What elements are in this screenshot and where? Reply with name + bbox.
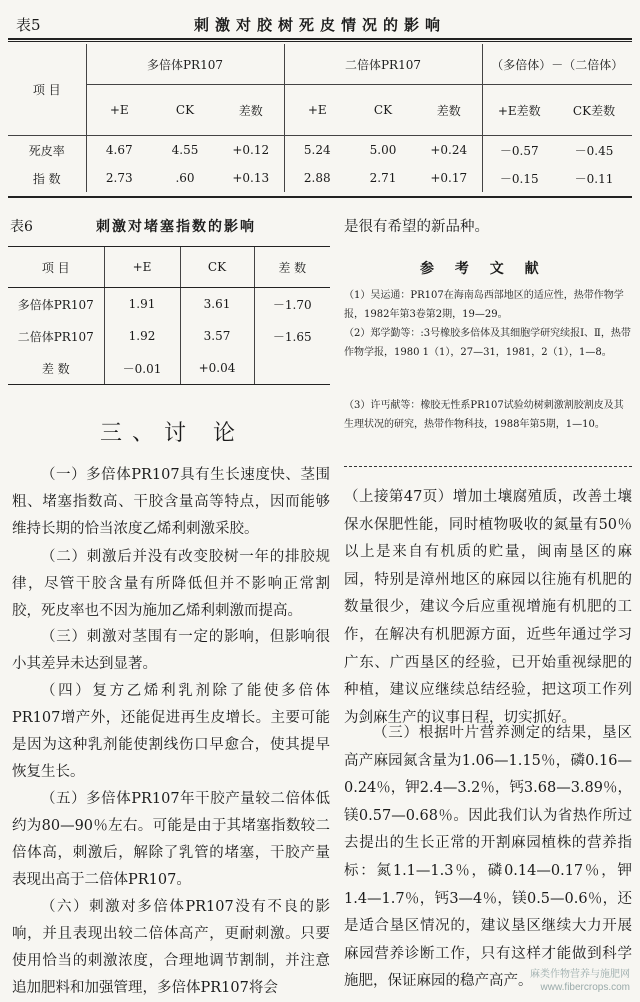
table-cell [254,352,330,385]
table-cell: +0.17 [430,171,468,185]
discussion-paragraph-5: （五）多倍体PR107年干胶产量较二倍体低约为80—90％左右。可能是由于其堵塞指数较二倍体高，刺激后，解除了乳管的堵塞，干胶产量表现出高于二倍体PR107。 [12,791,330,888]
table6-row-label: 多倍体PR107 [17,297,94,312]
table6-title: 刺激对堵塞指数的影响 [96,219,256,235]
table-cell: －0.01 [104,352,180,385]
table-cell: －1.65 [254,320,330,352]
table6-header: +E [104,247,180,288]
table5-top-rule-thin [8,41,632,42]
table6-header: CK [180,247,254,288]
table5-subheader: CK [350,85,416,136]
table-row [8,320,330,352]
table5-subheader: CK差数 [556,85,632,136]
table5-bottom-rule [8,196,632,198]
table-cell: 5.24 [284,136,350,165]
continued-text [344,484,632,732]
table5 [8,44,632,192]
table6-row-label: 差 数 [8,352,104,385]
reference-item-2: （2）郑学勤等：:3号橡胶多倍体及其细胞学研究续报Ⅰ、Ⅱ，热带作物学报，1980 1（1），27—31，1981，2（1），1—8。 [344,328,631,358]
references-title: 参 考 文 献 [420,261,547,277]
table5-subheader: 差数 [218,85,284,136]
table-cell: －0.11 [574,171,614,186]
table6-row-label: 二倍体PR107 [17,329,94,344]
table6-label: 表6 [10,219,33,235]
table-cell: +0.13 [232,171,270,185]
table5-group-diploid: 二倍体PR107 [284,44,482,85]
watermark-line-1: 麻类作物营养与施肥网 [530,969,630,980]
table6-header: 项 目 [8,247,104,288]
discussion-paragraph-6: （六）刺激对多倍体PR107没有不良的影响，并且表现出较二倍体高产，更耐刺激。只要使用恰当的刺激浓度，合理地调节割制，并注意追加肥料和加强管理，多倍体PR107将会 [12,899,330,996]
table-cell: +0.24 [430,143,468,157]
table5-title: 刺激对胶树死皮情况的影响 [193,16,446,34]
right-intro: 是很有希望的新品种。 [344,219,489,235]
table-cell: 3.61 [180,288,254,321]
table-cell: －0.15 [482,164,556,192]
watermark-line-2: www.fibercrops.com [540,982,630,993]
table-cell: 4.67 [86,136,152,165]
table-cell: 2.73 [86,164,152,192]
table5-top-rule [8,38,632,40]
table5-subheader: +E差数 [482,85,556,136]
table5-row-label: 死皮率 [28,143,65,158]
table-cell: 1.91 [104,288,180,321]
table6 [8,246,330,385]
table-cell: 3.57 [180,320,254,352]
discussion-heading: 三、讨 论 [100,421,245,446]
table-cell: +0.12 [232,143,270,157]
table5-group-difference: （多倍体）－（二倍体） [482,44,632,85]
table-row [8,352,330,385]
table-cell: 2.71 [369,171,397,185]
table-cell: －1.70 [254,288,330,321]
table-row [8,288,330,321]
table-cell: 5.00 [369,143,397,157]
table-cell: .60 [175,171,195,185]
table5-item-header: 项 目 [8,44,86,136]
table5-row-label: 指 数 [32,171,61,186]
table5-subheader: +E [284,85,350,136]
discussion-paragraph-2: （二）刺激后并没有改变胶树一年的排胶规律，尽管干胶含量有所降低但并不影响正常割胶，死皮率也不因为施加乙烯利刺激而提高。 [12,549,330,619]
table-cell: －0.45 [574,143,614,158]
table5-subheader: +E [86,85,152,136]
table6-header: 差 数 [254,247,330,288]
column-divider [344,466,632,467]
table5-subheader: CK [152,85,218,136]
continued-prefix: （上接第47页） [344,489,453,505]
table-cell: +0.04 [180,352,254,385]
table-cell: －0.57 [482,136,556,165]
discussion-paragraph-3: （三）刺激对茎围有一定的影响，但影响很小其差异未达到显著。 [12,629,330,672]
reference-item-3: （3）许丐献等：橡胶无性系PR107试验幼树刺激割胶割皮及其生理状况的研究，热带作物科技，1988年第5期，1—10。 [344,400,624,430]
table5-group-polyploid: 多倍体PR107 [86,44,284,85]
discussion-paragraph-4: （四）复方乙烯利乳剂除了能使多倍体PR107增产外，还能促进再生皮增长。主要可能是因为这种乳剂能使割线伤口早愈合，使其提早恢复生长。 [12,683,330,780]
table5-label: 表5 [16,16,41,34]
table-cell: 2.88 [284,164,350,192]
table5-caption [10,10,630,36]
continued-paragraph-2: （三）根据叶片营养测定的结果，垦区高产麻园氮含量为1.06—1.15％，磷0.16—0.24％，钾2.4—3.2％，钙3.68—3.89％，镁0.57—0.68％。因此我们认为省热作所过去提出的生长正常的开割麻园植株的营养指标：氮1.1—1.3％，磷0.14—0.17％，钾1.4—1.7％，钙3—4％，镁0.5—0.6％，还是适合垦区情况的，建议垦区继续大力开展麻园营养诊断工作，只有这样才能做到科学施肥，保证麻园的稳产高产。 [344,725,632,990]
reference-item-1: （1）吴运通：PR107在海南岛西部地区的适应性，热带作物学报，1982年第3卷第2期，19—29。 [344,290,624,320]
table-cell: 4.55 [171,143,199,157]
table-row [8,136,632,165]
watermark [530,968,630,994]
table-row [8,164,632,192]
discussion-paragraph-1: （一）多倍体PR107具有生长速度快、茎围粗、堵塞指数高、干胶含量高等特点，因而能够维持长期的恰当浓度乙烯利刺激采胶。 [12,467,330,537]
table5-subheader: 差数 [416,85,482,136]
table-cell: 1.92 [104,320,180,352]
continued-paragraph-1: 增加土壤腐殖质，改善土壤保水保肥性能，同时植物吸收的氮量有50％以上是来自有机质的贮量，闽南垦区的麻园，特别是漳州地区的麻园以往施有机肥的数量很少，建议今后应重视增施有机肥的工作，在解决有机肥源方面，近些年通过学习广东、广西垦区的经验，已开始重视绿肥的种植，建议应继续总结经验，把这项工作列为剑麻生产的议事日程，切实抓好。 [344,489,633,726]
